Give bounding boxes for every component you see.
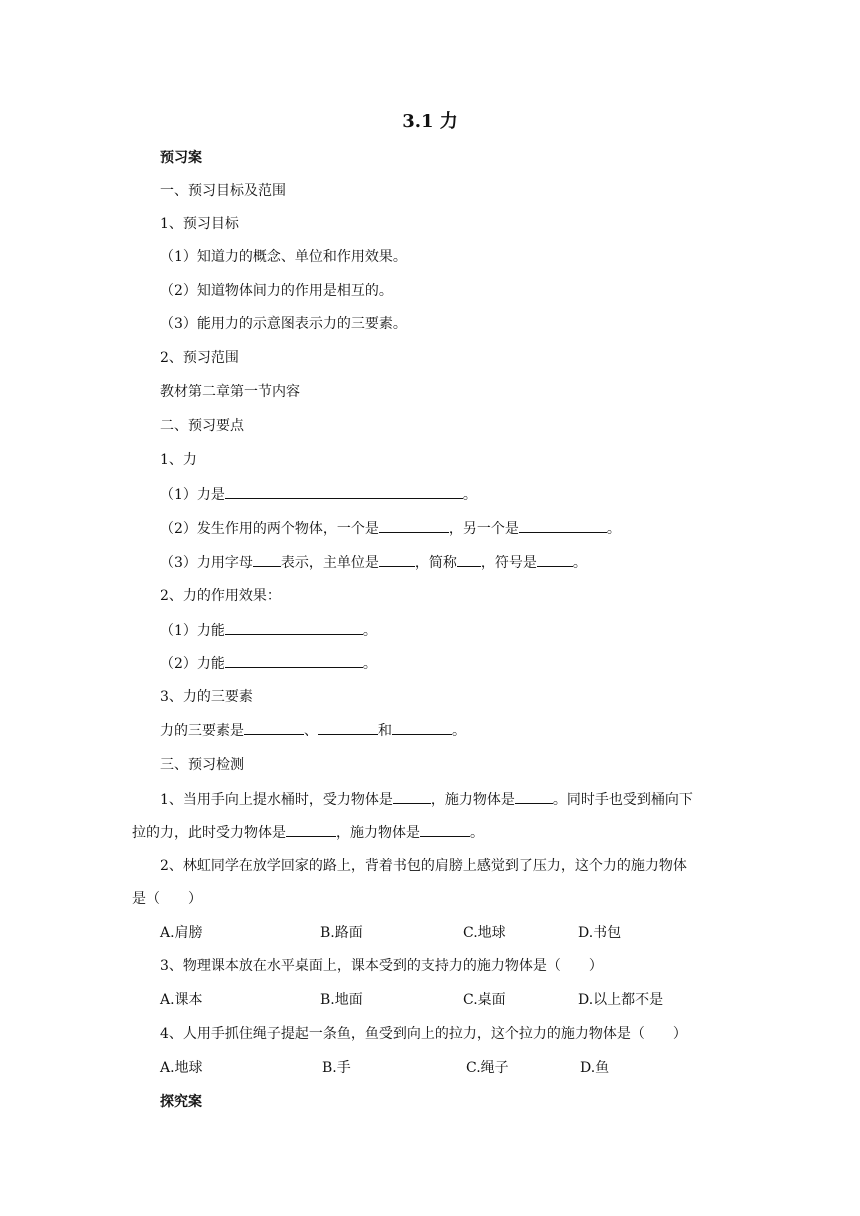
q2-option-a[interactable]: A.肩膀 [160,925,203,941]
point-effect-2 [160,653,377,674]
question-1-line-2 [132,822,484,843]
section-preview-case: 预习案 [160,150,202,166]
question-text: 。同时手也受到桶向下 [552,792,693,808]
answer-blank[interactable] [379,552,415,567]
point-force-unit [160,552,587,573]
point-text: ，另一个是 [448,521,519,537]
point-text: （1）力是 [160,487,225,503]
goal-item-2: （2）知道物体间力的作用是相互的。 [160,283,393,299]
point-text: 表示，主单位是 [280,555,379,571]
q3-option-b[interactable]: B.地面 [320,992,363,1008]
answer-blank[interactable] [515,789,553,804]
q4-option-c[interactable]: C.绳子 [466,1060,509,1076]
answer-blank[interactable] [457,552,481,567]
section-explore-case: 探究案 [160,1094,202,1110]
question-2-line-1: 2、林虹同学在放学回家的路上，背着书包的肩膀上感觉到了压力，这个力的施力物体 [160,858,687,874]
point-text: 。 [362,656,377,672]
question-4: 4、人用手抓住绳子提起一条鱼，鱼受到向上的拉力，这个拉力的施力物体是（ ） [160,1026,687,1042]
answer-blank[interactable] [253,552,281,567]
point-text: 。 [572,555,587,571]
part3-heading: 三、预习检测 [160,757,244,773]
point-text: 。 [362,623,377,639]
point-text: 力的三要素是 [160,723,244,739]
question-3: 3、物理课本放在水平桌面上，课本受到的支持力的施力物体是（ ） [160,958,603,974]
goal-item-3: （3）能用力的示意图表示力的三要素。 [160,316,407,332]
question-text: 1、当用手向上提水桶时，受力物体是 [160,792,393,808]
part2-heading: 二、预习要点 [160,418,244,434]
q4-option-b[interactable]: B.手 [322,1060,351,1076]
question-text: 。 [470,825,484,841]
point-text: （3）力用字母 [160,555,253,571]
range-text: 教材第二章第一节内容 [160,384,300,400]
force-heading: 1、力 [160,452,197,468]
q2-option-c[interactable]: C.地球 [463,925,506,941]
question-text: ，施力物体是 [336,825,420,841]
question-text: 拉的力，此时受力物体是 [132,825,286,841]
point-text: 。 [462,487,477,503]
q4-option-d[interactable]: D.鱼 [580,1060,610,1076]
point-text: 。 [606,521,621,537]
answer-blank[interactable] [225,484,463,499]
effect-heading: 2、力的作用效果： [160,588,281,604]
goal-item-1: （1）知道力的概念、单位和作用效果。 [160,249,407,265]
point-text: 和 [378,723,392,739]
answer-blank[interactable] [286,822,336,837]
point-text: 。 [452,723,466,739]
point-two-objects [160,518,621,539]
answer-blank[interactable] [420,822,470,837]
three-elements-heading: 3、力的三要素 [160,689,253,705]
answer-blank[interactable] [244,720,304,735]
answer-blank[interactable] [392,720,452,735]
question-2-line-2: 是（ ） [132,891,202,907]
point-text: 、 [304,723,318,739]
answer-blank[interactable] [537,552,573,567]
point-text: （1）力能 [160,623,225,639]
point-text: ，符号是 [480,555,537,571]
point-text: ，简称 [414,555,457,571]
answer-blank[interactable] [225,620,363,635]
point-text: （2）力能 [160,656,225,672]
q2-option-d[interactable]: D.书包 [578,925,622,941]
range-heading: 2、预习范围 [160,350,239,366]
point-three-elements [160,720,466,741]
q3-option-c[interactable]: C.桌面 [463,992,506,1008]
answer-blank[interactable] [393,789,431,804]
point-effect-1 [160,620,377,641]
answer-blank[interactable] [379,518,449,533]
goal-heading: 1、预习目标 [160,216,239,232]
answer-blank[interactable] [225,653,363,668]
page-title: 3.1 力 [402,111,458,132]
question-1-line-1 [160,789,693,810]
q4-option-a[interactable]: A.地球 [160,1060,203,1076]
q2-option-b[interactable]: B.路面 [320,925,363,941]
answer-blank[interactable] [519,518,607,533]
answer-blank[interactable] [318,720,378,735]
point-force-definition [160,484,477,505]
q3-option-a[interactable]: A.课本 [160,992,203,1008]
part1-heading: 一、预习目标及范围 [160,183,286,199]
question-text: ，施力物体是 [430,792,515,808]
point-text: （2）发生作用的两个物体，一个是 [160,521,379,537]
q3-option-d[interactable]: D.以上都不是 [578,992,664,1008]
